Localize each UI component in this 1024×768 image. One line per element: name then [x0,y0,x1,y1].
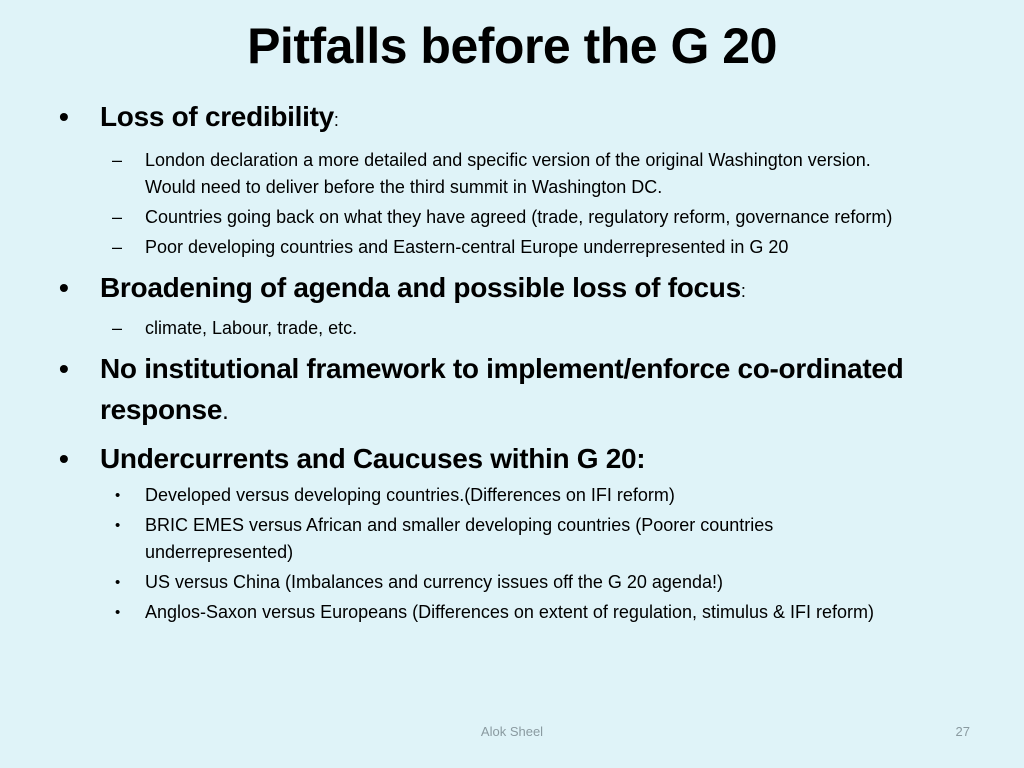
bullet-loss-of-credibility [56,96,956,141]
bullet-heading: No institutional framework to implement/enforce co-ordinated response [100,353,904,425]
bullet-suffix: . [222,398,229,425]
dot-marker: • [115,574,121,591]
slide-title: Pitfalls before the G 20 [247,18,777,74]
sub-bullet [56,204,925,231]
footer-author: Alok Sheel [480,724,544,739]
sub-bullet [56,482,925,509]
bullet-heading: Undercurrents and Caucuses within G 20: [100,443,646,474]
sub-bullet-text: climate, Labour, trade, etc. [145,318,358,338]
sub-bullet-text: Developed versus developing countries.(Differences on IFI reform) [145,485,675,505]
bullet-broadening-of-agenda [56,267,956,312]
bullet-heading: Broadening of agenda and possible loss of focus [100,272,741,303]
dash-marker: – [112,150,123,170]
sub-bullet-text: Countries going back on what they have agreed (trade, regulatory reform, governance reform) [145,207,893,227]
bullet-marker: • [59,353,69,384]
sub-bullet-text: BRIC EMES versus African and smaller developing countries (Poorer countries underrepresented) [145,515,774,562]
slide-body [56,92,956,626]
bullet-heading: Loss of credibility [100,101,334,132]
dot-marker: • [115,487,121,504]
sub-bullet [56,599,925,626]
sub-bullet [56,234,925,261]
dash-marker: – [112,318,123,338]
sub-bullet-text: US versus China (Imbalances and currency issues off the G 20 agenda!) [145,572,723,592]
bullet-marker: • [59,443,69,474]
sub-bullet-text: Anglos-Saxon versus Europeans (Differences on extent of regulation, stimulus & IFI reform) [145,602,875,622]
sub-bullet-text: Poor developing countries and Eastern-central Europe underrepresented in G 20 [145,237,789,257]
dash-marker: – [112,207,123,227]
sub-bullet [56,569,925,596]
sub-bullet-text: London declaration a more detailed and specific version of the original Washington version. Would need to deliver before the third summit in Washington DC. [145,150,871,197]
slide-number: 27 [955,724,970,739]
bullet-marker: • [59,101,69,132]
sub-bullet [56,147,925,201]
sub-bullet [56,512,925,566]
bullet-suffix: : [333,110,339,130]
sub-bullet [56,315,925,342]
dot-marker: • [115,517,121,534]
dash-marker: – [112,237,123,257]
bullet-marker: • [59,272,69,303]
bullet-undercurrents-and-caucuses [56,438,956,479]
bullet-no-institutional-framework [56,348,956,432]
dot-marker: • [115,604,121,621]
bullet-suffix: : [740,281,746,301]
